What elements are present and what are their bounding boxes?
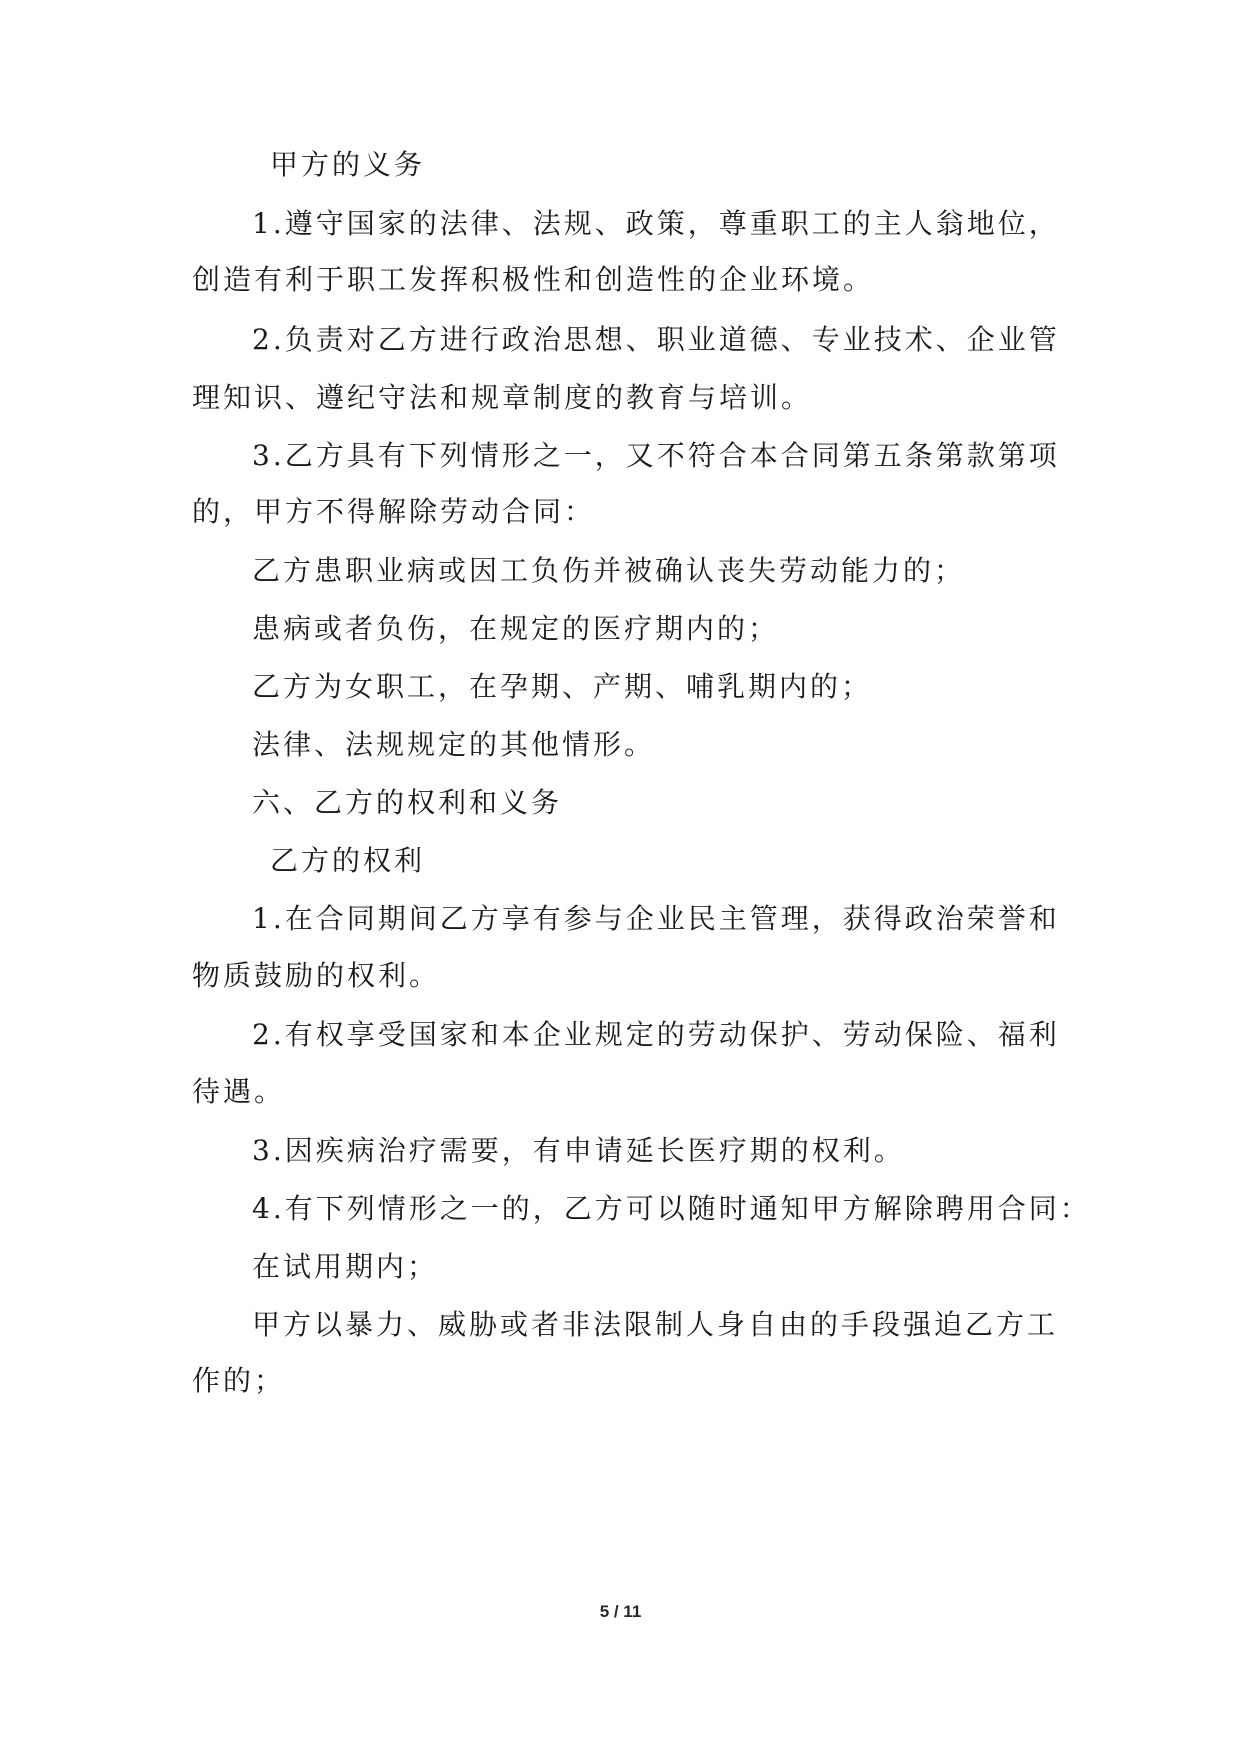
paragraph-line: 4.有下列情形之一的，乙方可以随时通知甲方解除聘用合同： xyxy=(252,1192,1091,1225)
paragraph-line: 3.乙方具有下列情形之一，又不符合本合同第五条第款第项 xyxy=(252,439,1060,472)
paragraph-line: 待遇。 xyxy=(192,1075,286,1108)
paragraph-line: 1.遵守国家的法律、法规、政策，尊重职工的主人翁地位， xyxy=(252,207,1060,240)
paragraph-line: 1.在合同期间乙方享有参与企业民主管理，获得政治荣誉和 xyxy=(252,902,1060,935)
section-heading-party-b-rights: 乙方的权利 xyxy=(270,844,426,877)
section-heading-party-a-duties: 甲方的义务 xyxy=(270,148,426,181)
paragraph-line: 2.有权享受国家和本企业规定的劳动保护、劳动保险、福利 xyxy=(252,1018,1060,1051)
paragraph-line: 创造有利于职工发挥积极性和创造性的企业环境。 xyxy=(192,263,875,296)
paragraph-line: 的，甲方不得解除劳动合同： xyxy=(192,495,596,528)
paragraph-line: 作的； xyxy=(192,1364,286,1397)
page-number: 5 / 11 xyxy=(599,1602,642,1621)
list-item: 在试用期内； xyxy=(252,1250,439,1283)
section-heading-party-b-rights-duties: 六、乙方的权利和义务 xyxy=(252,786,563,819)
paragraph-line: 3.因疾病治疗需要，有申请延长医疗期的权利。 xyxy=(252,1134,905,1167)
list-item: 乙方为女职工，在孕期、产期、哺乳期内的； xyxy=(252,670,873,703)
paragraph-line: 甲方以暴力、威胁或者非法限制人身自由的手段强迫乙方工 xyxy=(252,1308,1059,1341)
paragraph-line: 2.负责对乙方进行政治思想、职业道德、专业技术、企业管 xyxy=(252,323,1060,356)
list-item: 患病或者负伤，在规定的医疗期内的； xyxy=(252,612,780,645)
paragraph-line: 理知识、遵纪守法和规章制度的教育与培训。 xyxy=(192,381,813,414)
list-item: 乙方患职业病或因工负伤并被确认丧失劳动能力的； xyxy=(252,554,966,587)
paragraph-line: 物质鼓励的权利。 xyxy=(192,959,441,992)
list-item: 法律、法规规定的其他情形。 xyxy=(252,728,656,761)
